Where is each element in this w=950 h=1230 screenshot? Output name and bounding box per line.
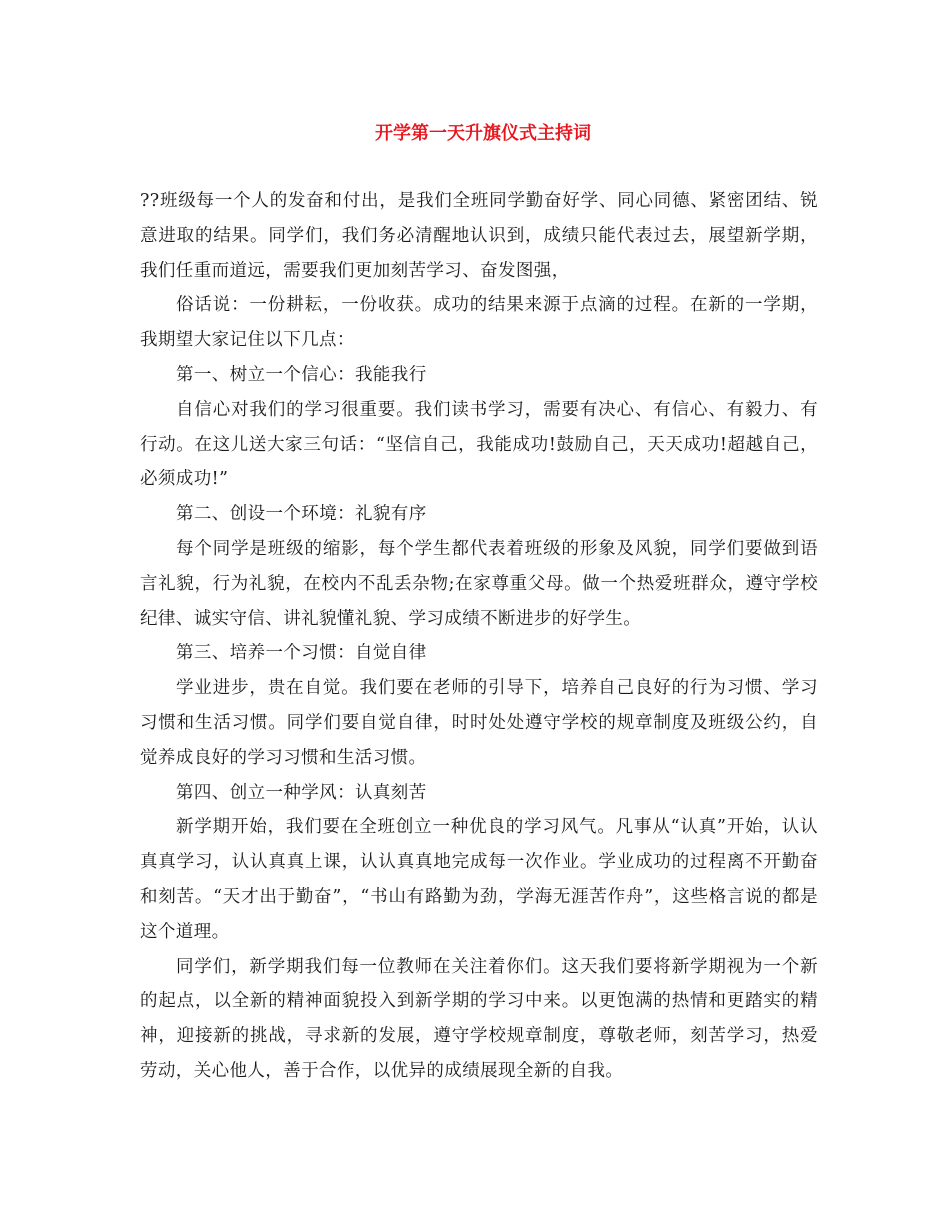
- document-body: [140, 184, 818, 1089]
- heading-point-one: 第一、树立一个信心：我能我行: [176, 364, 427, 385]
- paragraph-point-four: 新学期开始，我们要在全班创立一种优良的学习风气。凡事从“认真”开始，认认真真学习，认认真真上课，认认真真地完成每一次作业。学业成功的过程离不开勤奋和刻苦。“天才出于勤奋”，“书山有路勤为劲，学海无涯苦作舟”，这些格言说的都是这个道理。: [140, 817, 818, 942]
- paragraph-intro: ??班级每一个人的发奋和付出，是我们全班同学勤奋好学、同心同德、紧密团结、锐意进取的结果。同学们，我们务必清醒地认识到，成绩只能代表过去，展望新学期，我们任重而道远，需要我们更加刻苦学习、奋发图强，: [140, 191, 818, 281]
- paragraph-point-three: 学业进步，贵在自觉。我们要在老师的引导下，培养自己良好的行为习惯、学习习惯和生活习惯。同学们要自觉自律，时时处处遵守学校的规章制度及班级公约，自觉养成良好的学习习惯和生活习惯。: [140, 678, 818, 768]
- paragraph-point-two: 每个同学是班级的缩影，每个学生都代表着班级的形象及风貌，同学们要做到语言礼貌，行为礼貌，在校内不乱丢杂物;在家尊重父母。做一个热爱班群众，遵守学校纪律、诚实守信、讲礼貌懂礼貌、学习成绩不断进步的好学生。: [140, 538, 818, 629]
- heading-point-four: 第四、创立一种学风：认真刻苦: [176, 782, 427, 803]
- paragraph-point-one: 自信心对我们的学习很重要。我们读书学习，需要有决心、有信心、有毅力、有行动。在这儿送大家三句话：“坚信自己，我能成功!鼓励自己，天天成功!超越自己，必须成功!”: [140, 399, 818, 490]
- paragraph-closing: 同学们，新学期我们每一位教师在关注着你们。这天我们要将新学期视为一个新的起点，以全新的精神面貌投入到新学期的学习中来。以更饱满的热情和更踏实的精神，迎接新的挑战，寻求新的发展，遵守学校规章制度，尊敬老师，刻苦学习，热爱劳动，关心他人，善于合作，以优异的成绩展现全新的自我。: [140, 956, 818, 1081]
- document-title: 开学第一天升旗仪式主持词: [375, 123, 591, 144]
- heading-point-three: 第三、培养一个习惯：自觉自律: [176, 643, 427, 664]
- heading-point-two: 第二、创设一个环境：礼貌有序: [176, 504, 427, 525]
- paragraph-saying: 俗话说：一份耕耘，一份收获。成功的结果来源于点滴的过程。在新的一学期，我期望大家记住以下几点：: [140, 295, 818, 351]
